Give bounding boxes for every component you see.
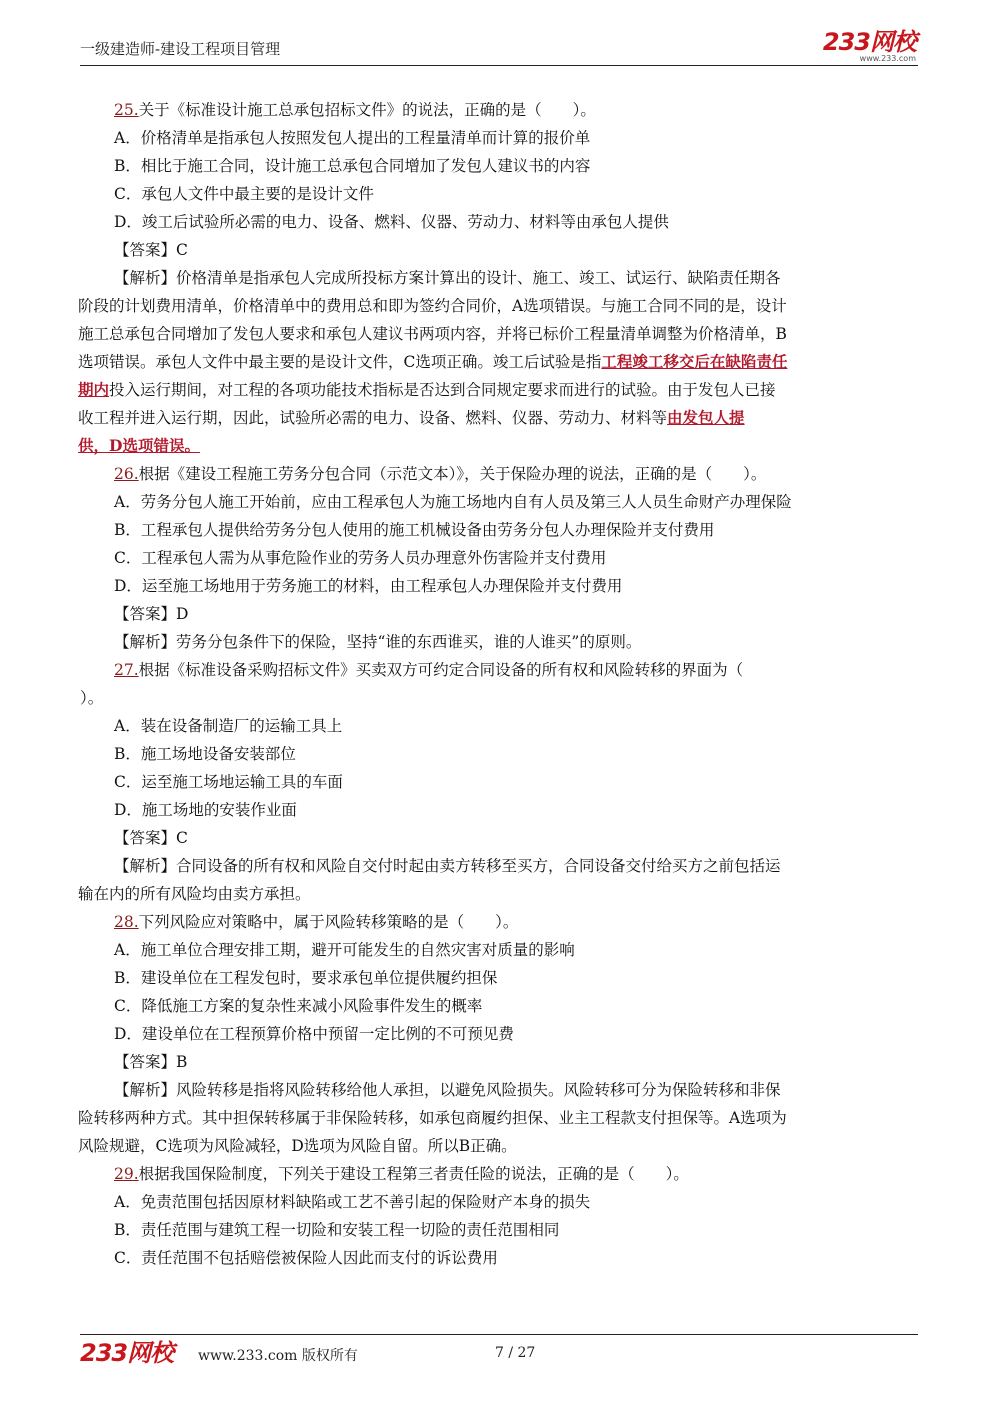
highlighted-text: 由发包人提: [667, 408, 745, 427]
highlighted-text: 供，D选项错误。: [78, 436, 200, 455]
question-stem: 27.根据《标准设备采购招标文件》买卖双方可约定合同设备的所有权和风险转移的界面为（: [114, 661, 744, 679]
option-a: A．施工单位合理安排工期，避开可能发生的自然灾害对质量的影响: [114, 941, 575, 959]
option-b: B．建设单位在工程发包时，要求承包单位提供履约担保: [114, 969, 498, 987]
question-number: 27.: [114, 661, 139, 679]
page-number: 7 / 27: [495, 1345, 536, 1361]
footer-site: www.233.com 版权所有: [198, 1348, 358, 1364]
option-a: A．免责范围包括因原材料缺陷或工艺不善引起的保险财产本身的损失: [114, 1193, 591, 1211]
analysis-line: 期内投入运行期间，对工程的各项功能技术指标是否达到合同规定要求而进行的试验。由于发包人已接: [78, 380, 776, 399]
analysis-line: [78, 432, 200, 460]
analysis-line: 【解析】劳务分包条件下的保险，坚持“谁的东西谁买，谁的人谁买”的原则。: [114, 633, 642, 651]
question-number: 26.: [114, 465, 139, 483]
option-b: B．工程承包人提供给劳务分包人使用的施工机械设备由劳务分包人办理保险并支付费用: [114, 521, 715, 539]
analysis-line: 风险规避，C选项为风险减轻，D选项为风险自留。所以B正确。: [78, 1137, 517, 1155]
header-title: 一级建造师-建设工程项目管理: [80, 40, 281, 58]
question-number: 29.: [114, 1165, 139, 1183]
option-a: A．价格清单是指承包人按照发包人提出的工程量清单而计算的报价单: [114, 129, 591, 147]
header-divider: [80, 65, 918, 66]
option-b: B．责任范围与建筑工程一切险和安装工程一切险的责任范围相同: [114, 1221, 560, 1239]
answer: 【答案】C: [114, 829, 188, 847]
analysis-line: 【解析】价格清单是指承包人完成所投标方案计算出的设计、施工、竣工、试运行、缺陷责任期各: [114, 269, 781, 287]
analysis-line: 收工程并进入运行期，因此，试验所必需的电力、设备、燃料、仪器、劳动力、材料等由发包人提: [78, 408, 745, 427]
analysis-line: 输在内的所有风险均由卖方承担。: [78, 885, 311, 903]
question-stem: 29.根据我国保险制度，下列关于建设工程第三者责任险的说法，正确的是（ ）。: [114, 1165, 689, 1183]
question-stem: 28.下列风险应对策略中，属于风险转移策略的是（ ）。: [114, 913, 519, 931]
option-d: D．建设单位在工程预算价格中预留一定比例的不可预见费: [114, 1025, 514, 1043]
answer: 【答案】C: [114, 241, 188, 259]
analysis-line: 险转移两种方式。其中担保转移属于非保险转移，如承包商履约担保、业主工程款支付担保等。A选项为: [78, 1109, 787, 1127]
question-stem: 26.根据《建设工程施工劳务分包合同（示范文本）》，关于保险办理的说法，正确的是（ ）。: [114, 465, 767, 483]
option-d: D．运至施工场地用于劳务施工的材料，由工程承包人办理保险并支付费用: [114, 577, 623, 595]
brand-logo-text: 233网校: [822, 28, 916, 56]
question-stem: 25.关于《标准设计施工总承包招标文件》的说法，正确的是（ ）。: [114, 101, 596, 119]
option-b: B．相比于施工合同，设计施工总承包合同增加了发包人建议书的内容: [114, 157, 591, 175]
question-number: 28.: [114, 913, 139, 931]
option-b: B．施工场地设备安装部位: [114, 745, 296, 763]
question-stem-continued: ）。: [80, 689, 104, 707]
brand-logo: [823, 30, 916, 63]
analysis-line: 施工总承包合同增加了发包人要求和承包人建议书两项内容，并将已标价工程量清单调整为价格清单，B: [78, 325, 787, 343]
brand-logo-url: www.233.com: [859, 54, 916, 63]
option-c: C．承包人文件中最主要的是设计文件: [114, 185, 374, 203]
option-d: D．竣工后试验所必需的电力、设备、燃料、仪器、劳动力、材料等由承包人提供: [114, 213, 669, 231]
option-c: C．降低施工方案的复杂性来减小风险事件发生的概率: [114, 997, 483, 1015]
footer-divider: [80, 1334, 918, 1335]
option-a: A．装在设备制造厂的运输工具上: [114, 717, 343, 735]
answer: 【答案】B: [114, 1053, 188, 1071]
option-a: A．劳务分包人施工开始前，应由工程承包人为施工场地内自有人员及第三人人员生命财产办理保险: [114, 493, 792, 511]
option-c: C．责任范围不包括赔偿被保险人因此而支付的诉讼费用: [114, 1249, 498, 1267]
footer-logo: 233网校: [80, 1339, 174, 1367]
analysis-line: 【解析】风险转移是指将风险转移给他人承担，以避免风险损失。风险转移可分为保险转移和非保: [114, 1081, 781, 1099]
footer: [80, 1340, 918, 1370]
question-number: 25.: [114, 101, 139, 119]
analysis-line: 选项错误。承包人文件中最主要的是设计文件，C选项正确。竣工后试验是指工程竣工移交后在缺陷责任: [78, 352, 788, 371]
analysis-line: 阶段的计划费用清单，价格清单中的费用总和即为签约合同价，A选项错误。与施工合同不同的是，设计: [78, 297, 787, 315]
highlighted-text: 工程竣工移交后在缺陷责任: [601, 352, 788, 371]
highlighted-text: 期内: [78, 380, 110, 399]
analysis-line: 【解析】合同设备的所有权和风险自交付时起由卖方转移至买方，合同设备交付给买方之前包括运: [114, 857, 781, 875]
answer: 【答案】D: [114, 605, 189, 623]
option-c: C．运至施工场地运输工具的车面: [114, 773, 343, 791]
option-c: C．工程承包人需为从事危险作业的劳务人员办理意外伤害险并支付费用: [114, 549, 607, 567]
option-d: D．施工场地的安装作业面: [114, 801, 297, 819]
